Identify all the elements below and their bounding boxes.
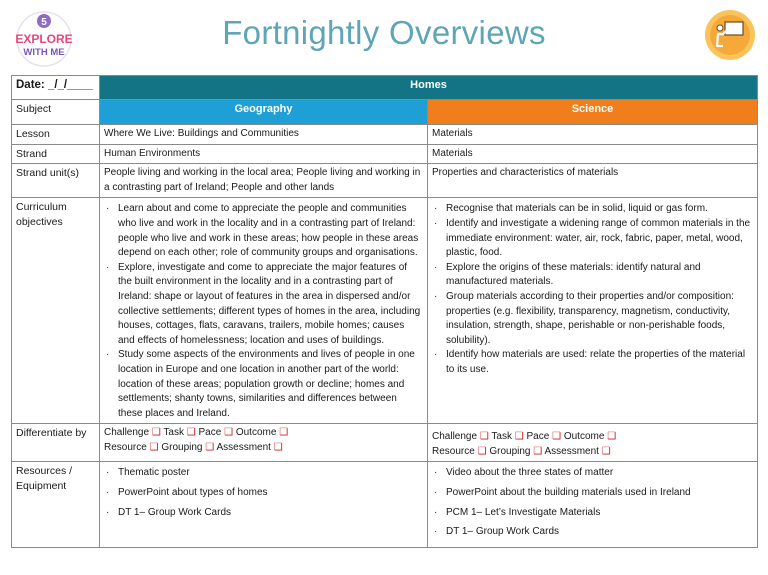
teacher-board-icon [703,8,757,62]
checkbox-icon[interactable]: ❑ [273,441,283,453]
differentiate-line2 [104,441,423,456]
row-label: Curriculum objectives [12,198,100,424]
checkbox-icon[interactable]: ❑ [514,431,524,443]
option-label: Challenge [432,431,478,443]
objective-item: · Identify and investigate a widening range of common materials in the immediate environment: water, air, rock, fabric, paper, metal, wood, plastic, food. [432,217,753,261]
geography-lesson: Where We Live: Buildings and Communities [100,125,428,145]
resources-row [12,462,758,547]
lesson-row [12,125,758,145]
theme-header: Homes [100,76,758,100]
checkbox-icon[interactable]: ❑ [533,445,543,457]
resource-item: · Thematic poster [104,466,423,481]
strand-row [12,144,758,164]
checkbox-icon[interactable]: ❑ [205,441,215,453]
checkbox-icon[interactable]: ❑ [607,431,617,443]
resource-item: · DT 1– Group Work Cards [432,525,753,540]
logo-grade-number: 5 [41,17,47,28]
checkbox-icon[interactable]: ❑ [552,431,562,443]
row-label: Strand [12,144,100,164]
option-label: Task [491,431,512,443]
option-label: Challenge [104,427,150,439]
row-label: Differentiate by [12,424,100,462]
geography-strand-units: People living and working in the local area; People living and working in a contrasting part of Ireland; People and other lands [100,164,428,198]
science-header: Science [428,100,758,125]
strand-units-row [12,164,758,198]
row-label: Resources / Equipment [12,462,100,547]
checkbox-icon[interactable]: ❑ [151,427,161,439]
science-strand: Materials [428,144,758,164]
resource-item: · PowerPoint about the building materials used in Ireland [432,486,753,501]
date-field[interactable]: Date: _/_/____ [12,76,100,100]
objective-item: · Explore the origins of these materials: identify natural and manufactured materials. [432,261,753,290]
option-label: Outcome [563,431,605,443]
geography-strand: Human Environments [100,144,428,164]
differentiate-row [12,424,758,462]
option-label: Resource [104,441,147,453]
option-label: Grouping [489,445,531,457]
checkbox-icon[interactable]: ❑ [149,441,159,453]
option-label: Task [163,427,184,439]
curriculum-row [12,198,758,424]
checkbox-icon[interactable]: ❑ [224,427,234,439]
objective-item: · Study some aspects of the environments and lives of people in one location in Europe and one location in another part of the world: location of these areas; population growth or decline; homes and settlements; shanty towns, similarities and differences between these places and Ireland. [104,348,423,421]
option-label: Pace [526,431,550,443]
page-title: Fortnightly Overviews [222,14,546,51]
overview-table [11,75,758,548]
differentiate-line1 [104,426,423,441]
checkbox-icon[interactable]: ❑ [601,445,611,457]
objective-item: · Recognise that materials can be in solid, liquid or gas form. [432,202,753,217]
checkbox-icon[interactable]: ❑ [479,431,489,443]
science-strand-units: Properties and characteristics of materials [428,164,758,198]
science-lesson: Materials [428,125,758,145]
resource-item: · DT 1– Group Work Cards [104,506,423,521]
differentiate-line2 [432,445,753,460]
option-label: Pace [198,427,222,439]
geography-objectives [100,198,428,424]
option-label: Assessment [544,445,599,457]
geography-resources [100,462,428,547]
resource-item: · PowerPoint about types of homes [104,486,423,501]
objective-item: · Identify how materials are used: relate the properties of the material to its use. [432,348,753,377]
option-label: Grouping [161,441,203,453]
science-objectives [428,198,758,424]
checkbox-icon[interactable]: ❑ [477,445,487,457]
subject-label: Subject [12,100,100,125]
option-label: Outcome [235,427,277,439]
logo-line1: EXPLORE [15,32,73,46]
objective-item: · Explore, investigate and come to appreciate the major features of the built environment in the locality and in a contrasting part of Ireland: shape or layout of features in the area in dispersed and/or collective settlements; different types of homes in the area, including houses, cottages, flats, caravans, trailers, mobile homes; causes and effects of homelessness; location and uses of buildings. [104,261,423,349]
geography-differentiate [100,424,428,462]
science-resources [428,462,758,547]
differentiate-line1 [432,430,753,445]
checkbox-icon[interactable]: ❑ [186,427,196,439]
geography-header: Geography [100,100,428,125]
option-label: Assessment [216,441,271,453]
resource-item: · PCM 1– Let’s Investigate Materials [432,506,753,521]
resource-item: · Video about the three states of matter [432,466,753,481]
logo-line2: WITH ME [23,47,65,58]
row-label: Strand unit(s) [12,164,100,198]
science-differentiate [428,424,758,462]
option-label: Resource [432,445,475,457]
objective-item: · Group materials according to their properties and/or composition: properties (e.g. flexibility, transparency, magnetism, conductivity, insulation, strength, shape, perishable or non-perishable foods, solubility). [432,290,753,348]
objective-item: · Learn about and come to appreciate the people and communities who live and work in the locality and in a contrasting part of Ireland: people who live and work in these areas; how people in these areas depend on each other; role of community groups and organisations. [104,202,423,260]
checkbox-icon[interactable]: ❑ [279,427,289,439]
row-label: Lesson [12,125,100,145]
